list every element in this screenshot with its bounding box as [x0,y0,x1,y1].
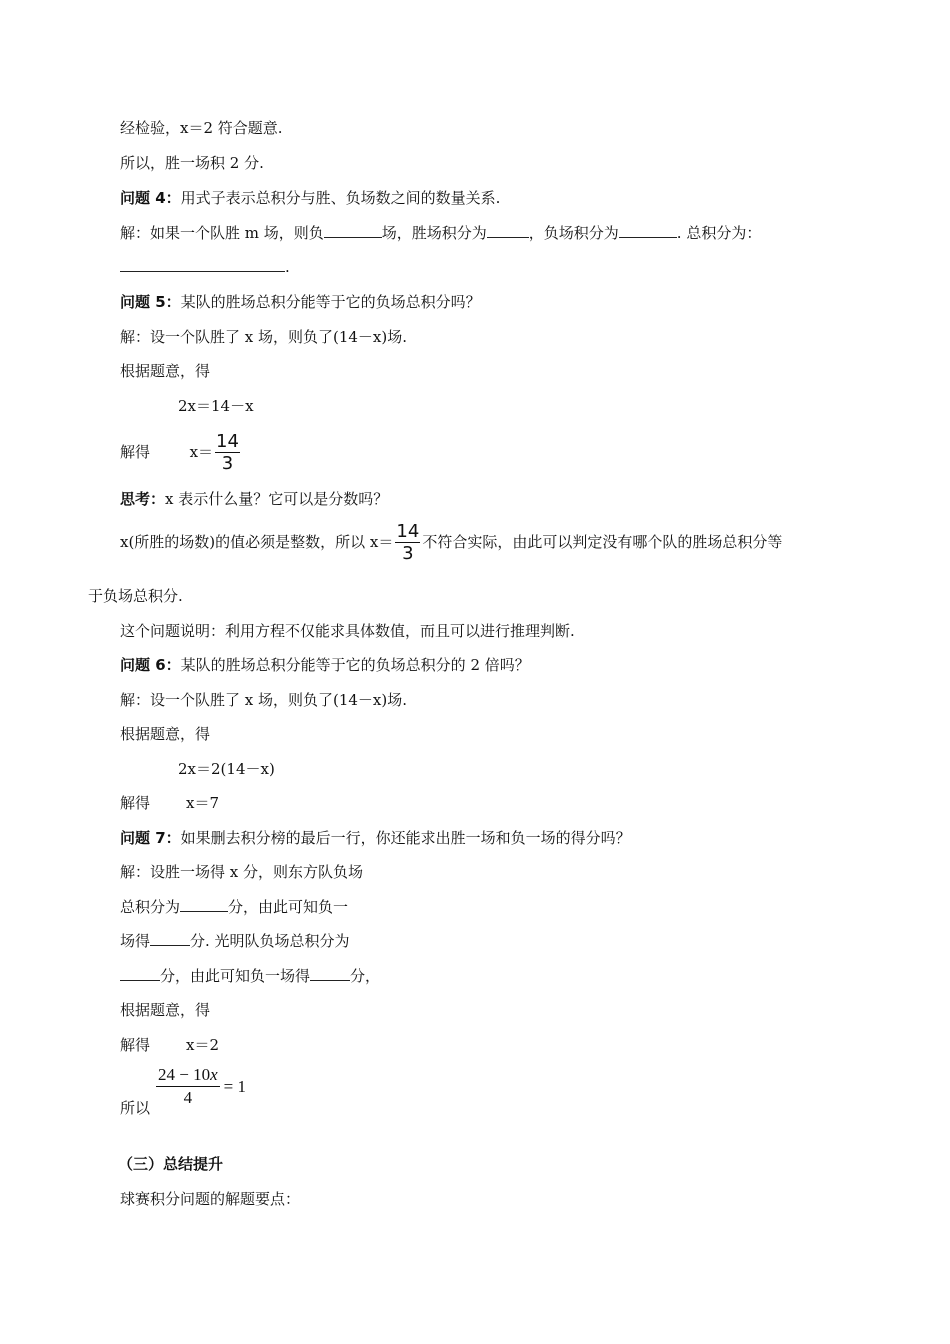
question-4-total-line [120,257,290,277]
question-label: 问题 6： [120,656,181,674]
fill-blank[interactable] [324,223,382,238]
text-line [120,621,575,641]
solution-text: ，负场积分为 [528,224,619,242]
solution-text: 场，胜场积分为 [381,224,487,242]
answer-text: 不符合实际，由此可以判定没有哪个队的胜场总积分等 [422,533,783,551]
fraction [215,432,240,475]
question-6-result [120,793,219,813]
solution-text: 分. 光明队负场总积分为 [190,932,350,950]
solution-text: 解：设胜一场得 x 分，则东方队负场 [120,863,363,881]
solution-text: 根据题意，得 [120,725,211,743]
question-label: 问题 7： [120,829,181,847]
fill-blank[interactable] [487,223,529,238]
answer-text: x(所胜的场数)的值必须是整数，所以 x＝ [120,533,394,551]
question-label: 思考： [120,490,166,508]
solution-text: 解得 [120,443,151,461]
fill-blank[interactable] [180,897,228,912]
summary-text: 球赛积分问题的解题要点： [120,1190,301,1208]
question-text: 某队的胜场总积分能等于它的负场总积分吗？ [180,293,481,311]
solution-text: 根据题意，得 [120,362,211,380]
question-7-line-d [120,966,380,986]
solution-text: 解得 [120,1036,151,1054]
section-heading [118,1154,223,1174]
text-line [120,1000,210,1020]
question-label: 问题 5： [120,293,181,311]
equation-text: x＝ [189,443,214,461]
question-7-line-b [120,897,348,917]
fraction-equation [156,1064,246,1109]
solution-text: 场得 [120,932,151,950]
solution-text: 解：设一个队胜了 x 场，则负了(14－x)场. [120,328,408,346]
text-line [120,724,210,744]
text-line [120,118,283,138]
text-line [120,153,264,173]
solution-text: 解：设一个队胜了 x 场，则负了(14－x)场. [120,691,408,709]
fill-blank[interactable] [619,223,677,238]
heading-text: （三）总结提升 [118,1155,224,1173]
numerator-variable: x [210,1065,218,1084]
solution-text: 根据题意，得 [120,1001,211,1019]
question-text: 如果删去积分榜的最后一行，你还能求出胜一场和负一场的得分吗？ [180,829,631,847]
question-7-result [120,1035,219,1055]
equation-text: 2x＝2(14－x) [178,760,275,778]
text-line [120,361,210,381]
explanation-text: 这个问题说明：利用方程不仅能求具体数值，而且可以进行推理判断. [120,622,575,640]
numerator-text: 24 − 10 [158,1065,211,1084]
text-line [88,586,183,606]
text-line [120,1098,150,1118]
fill-blank[interactable] [150,931,190,946]
fraction-denominator: 3 [402,542,414,564]
solution-text: 总积分为 [120,898,181,916]
equation-text: 2x＝14－x [178,397,254,415]
text-line [120,327,407,347]
fill-blank[interactable] [120,966,160,981]
text-line [120,1189,300,1209]
solution-text: 分，由此可知负一 [228,898,349,916]
solution-text: 所以 [120,1099,151,1117]
text-line [120,862,363,882]
question-text: x 表示什么量？它可以是分数吗？ [165,490,389,508]
question-4 [120,188,500,208]
question-4-solution [120,223,761,243]
question-5 [120,292,481,312]
question-7 [120,828,631,848]
solution-text: 解得 [120,794,151,812]
solution-text: 分，由此可知负一场得 [160,967,311,985]
equation-text: x＝7 [186,794,220,812]
fraction-denominator: 4 [183,1088,193,1107]
question-text: 某队的胜场总积分能等于它的负场总积分的 2 倍吗？ [180,656,530,674]
fraction-numerator [156,1064,220,1087]
conclusion-text: 所以，胜一场积 2 分. [120,154,264,172]
solution-text: 分， [350,967,381,985]
think-answer [120,520,782,565]
equation-text: = 1 [223,1076,246,1096]
equation [178,396,254,416]
equation [178,759,275,779]
question-label: 问题 4： [120,189,181,207]
fraction [395,522,420,565]
question-text: 用式子表示总积分与胜、负场数之间的数量关系. [180,189,501,207]
text-line [120,690,407,710]
question-7-line-c [120,931,350,951]
solution-text: . 总积分为： [676,224,762,242]
fill-blank[interactable] [310,966,350,981]
answer-text: 于负场总积分. [88,587,183,605]
solution-text: . [285,258,290,276]
question-5-result [120,430,242,475]
question-6 [120,655,530,675]
fraction-denominator: 3 [221,452,234,474]
fill-blank[interactable] [120,257,285,272]
solution-text: 解：如果一个队胜 m 场，则负 [120,224,324,242]
fraction-numerator: 14 [216,430,239,452]
think-prompt [120,489,388,509]
verification-text: 经检验，x＝2 符合题意. [120,119,283,137]
equation-text: x＝2 [186,1036,220,1054]
fraction-numerator: 14 [396,520,420,542]
fraction [156,1064,220,1109]
